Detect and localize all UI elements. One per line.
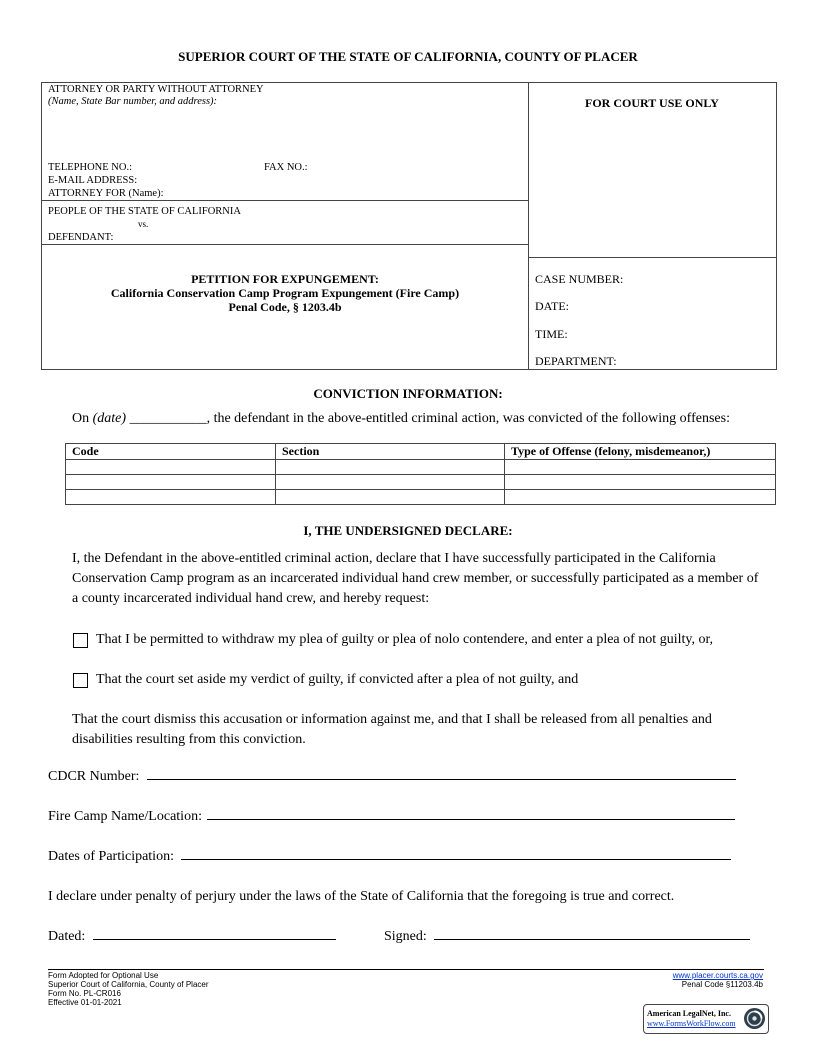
defendant-label: DEFENDANT:: [48, 232, 114, 243]
table-cell[interactable]: [66, 460, 276, 475]
email-label: E-MAIL ADDRESS:: [48, 175, 138, 186]
dismiss-text: That the court dismiss this accusation or information against me, and that I shall be released from all penalties and disabilities resulting from this conviction.: [72, 712, 712, 747]
penal-code-ref: Penal Code §11203.4b: [681, 980, 763, 989]
caption-divider-vertical: [528, 82, 529, 370]
badge-name: American LegalNet, Inc.: [647, 1009, 731, 1018]
offense-table-header: [66, 444, 776, 460]
footer-right: [673, 971, 763, 989]
attorney-label: ATTORNEY OR PARTY WITHOUT ATTORNEY: [48, 84, 264, 95]
caption-box: [41, 82, 777, 370]
attorney-sublabel: (Name, State Bar number, and address):: [48, 96, 218, 107]
col-section: Section: [276, 444, 505, 460]
footer-effective: Effective 01-01-2021: [48, 998, 122, 1007]
sentence-rest: the defendant in the above-entitled criminal action, was convicted of the following offenses:: [213, 411, 730, 426]
petition-title-2: California Conservation Camp Program Expungement (Fire Camp): [110, 286, 460, 300]
date-label: DATE:: [535, 299, 569, 313]
camp-row: [48, 807, 735, 827]
petition-title-3: Penal Code, § 1203.4b: [228, 300, 342, 314]
cdcr-row: [48, 767, 736, 787]
caption-divider-right: [528, 257, 776, 258]
people-label: PEOPLE OF THE STATE OF CALIFORNIA: [48, 206, 241, 217]
footer-rule: [48, 969, 764, 970]
time-label: TIME:: [535, 327, 568, 341]
declaration-heading: I, THE UNDERSIGNED DECLARE:: [303, 523, 513, 538]
telephone-label: TELEPHONE NO.:: [48, 162, 132, 173]
fax-label: FAX NO.:: [264, 162, 308, 173]
petition-title-1: PETITION FOR EXPUNGEMENT:: [191, 272, 379, 286]
legalnet-badge[interactable]: [643, 1004, 769, 1034]
signed-label: Signed:: [384, 929, 427, 944]
date-blank[interactable]: ___________,: [129, 411, 211, 426]
conviction-sentence: [72, 409, 730, 429]
camp-input[interactable]: [207, 807, 735, 820]
dated-label: Dated:: [48, 929, 86, 944]
court-use-label: FOR COURT USE ONLY: [585, 96, 719, 110]
table-cell[interactable]: [505, 490, 776, 505]
signed-row: [384, 927, 750, 947]
table-cell[interactable]: [276, 475, 505, 490]
declaration-intro: I, the Defendant in the above-entitled criminal action, declare that I have successfully participated in the California Conservation Camp program as an incarcerated individual hand crew member, or successfully participated as a member of a county incarcerated individual hand crew, and hereby request:: [72, 551, 759, 606]
footer-adopted: Form Adopted for Optional Use: [48, 971, 159, 980]
footer-court: Superior Court of California, County of Placer: [48, 980, 209, 989]
court-title: SUPERIOR COURT OF THE STATE OF CALIFORNIA, COUNTY OF PLACER: [178, 49, 638, 64]
cdcr-input[interactable]: [147, 767, 736, 780]
option-1-text: That I be permitted to withdraw my plea of guilty or plea of nolo contendere, and enter a plea of not guilty, or,: [96, 632, 714, 647]
signed-input[interactable]: [434, 927, 750, 940]
on-text: On: [72, 411, 90, 426]
table-cell[interactable]: [505, 460, 776, 475]
badge-url: www.FormsWorkFlow.com: [647, 1019, 736, 1028]
cdcr-label: CDCR Number:: [48, 769, 140, 784]
court-url-link[interactable]: www.placer.courts.ca.gov: [672, 971, 763, 980]
dated-row: [48, 927, 336, 947]
dates-label: Dates of Participation:: [48, 849, 174, 864]
conviction-heading: CONVICTION INFORMATION:: [313, 386, 503, 401]
table-cell[interactable]: [66, 475, 276, 490]
globe-icon: [743, 1007, 766, 1030]
option-2-checkbox[interactable]: [73, 673, 88, 693]
footer-form-no: Form No. PL-CR016: [48, 989, 121, 998]
option-2-text: That the court set aside my verdict of guilty, if convicted after a plea of not guilty, and: [96, 672, 579, 687]
dates-row: [48, 847, 731, 867]
offense-table: [65, 443, 776, 505]
perjury-text: I declare under penalty of perjury under the laws of the State of California that the foregoing is true and correct.: [48, 889, 675, 904]
col-code: Code: [66, 444, 276, 460]
table-cell[interactable]: [66, 490, 276, 505]
col-type: Type of Offense (felony, misdemeanor,): [505, 444, 776, 460]
caption-divider-left-2: [41, 244, 529, 245]
table-row: [66, 475, 776, 490]
table-row: [66, 460, 776, 475]
attorney-for-label: ATTORNEY FOR (Name):: [48, 188, 164, 199]
camp-label: Fire Camp Name/Location:: [48, 809, 202, 824]
table-cell[interactable]: [505, 475, 776, 490]
date-text: (date): [92, 411, 127, 426]
footer-left: [48, 971, 209, 1007]
table-row: [66, 490, 776, 505]
vs-label: vs.: [138, 219, 149, 229]
dates-input[interactable]: [181, 847, 731, 860]
case-number-label: CASE NUMBER:: [535, 272, 624, 286]
table-cell[interactable]: [276, 490, 505, 505]
dated-input[interactable]: [93, 927, 336, 940]
option-1-checkbox[interactable]: [73, 633, 88, 653]
department-label: DEPARTMENT:: [535, 354, 617, 368]
caption-divider-left-1: [41, 200, 529, 201]
table-cell[interactable]: [276, 460, 505, 475]
